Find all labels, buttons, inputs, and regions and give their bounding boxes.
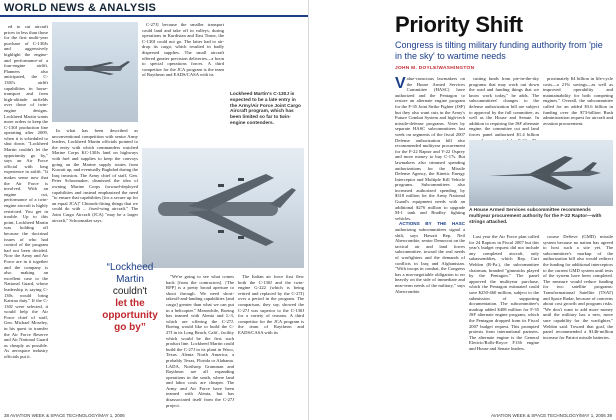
section-rule <box>0 15 308 17</box>
section-header <box>0 0 308 16</box>
aircraft-photo-large <box>142 148 304 268</box>
transport-plane-icon <box>58 60 132 76</box>
column-text: "We're going to see what comes back [from the contractors]. [The RFP] is a pretty broad aperture to shoot through. We need short-takeoff-and-landing capabilities [and cargo] greater than what we can put in a helicopter." Meanwhile, Boeing has teamed with Alenia and L-3, which are offering the C-27J. Boeing would like to build the C-27J in its Long Beach, Calif., facility which would be the first such product line. Lockheed Martin could build the C-27J in its plant in Waco, Texas. Alenia North America, a probably Texas, Florida or Alabama. LADA, Northrop Grumman and Raytheon are all expanding operations in the south, where land and labor costs are cheaper. The Army and Air Force have been teamed with Alenia, but has disassociated itself from the C-27J project. <box>166 274 235 408</box>
pull-quote-line: let the <box>115 298 145 309</box>
column-text: proximately $4 billion in life-cycle costs—a 21% savings—as well as improved operability and maintainability for both competing engines." Overall, the subcommittee called for an added $3.6 billion in funding over the $73-billion Bush administration request for aircraft and aviation procurement. <box>543 76 613 126</box>
column-text: Last year the Air Force plan called for 24 Raptors in Fiscal 2007 but this year's budget request did not include any completed aircraft, only subassemblies, which Rep. Curt Weldon (R-Pa.), the subcommittee chairman, branded "gimmicks played by the Pentagon." The panel approved the multiyear purchase, which the Pentagon estimated could save $250-460 million, subject to the submission of supporting documentation. The subcommittee's markup added $408 million for F-35 JSF alternate engine program, which the Pentagon dropped from its Fiscal 2007 budget request. This prompted protests from international partners. The alternate engine is the General Electric/Rolls-Royce F136 engine and House and Senate leaders. <box>469 234 539 351</box>
column-text: cutting funds from pie-in-the-sky programs that may work out down the road and funding things that we know work today," he adds. The subcommittees' changes to the defense authorization bill are subject to approval by the full committee, as well as the House and Senate. In addition to requiring the JSF alternate engine, the committee cut and land forces panel authorized $1.4 billion <box>469 76 539 137</box>
page-footer: AVIATION WEEK & SPACE TECHNOLOGY/MAY 1, 2006 39 <box>490 413 612 418</box>
article-column-1 <box>395 76 465 404</box>
column-text: authorizing subcommittees signal a shift, says Hawaii Rep. Neil Abercrombie, senior Democrat on the tactical air and land forces subcommittee, toward the real needs of warfighters and the demands of conflicts in Iraq and Afghanistan. "With troops in combat, the Congress has a non-negotiable obligation to err heavily on the side of immediate and near-term needs of the military," says Abercrombie. <box>395 227 465 294</box>
c130j-aircraft-icon <box>148 162 298 252</box>
article-column-1 <box>4 24 48 404</box>
article-column-2 <box>469 76 539 138</box>
byline: JOHN M. DOYLE/WASHINGTON <box>395 66 475 71</box>
section-label: WORLD NEWS & ANALYSIS <box>4 2 157 14</box>
article-column-5 <box>238 274 304 404</box>
article-column-3 <box>543 76 613 136</box>
article-column-3 <box>142 22 224 144</box>
right-page <box>308 0 616 420</box>
column-text: course DeSeve (GMD) missile system because no nation has agreed to host such a site yet. The subcommittee's markup of the authorization bill also would redirect the funding for additional interceptors to the current GMD system until tests of the system have been completed. The measure would reduce funding for two satellite programs: Transformational Satellite (TSAT) and Space Radar, because of concerns about cost growth and program risks. "We don't want to add more money until the military has a new, more sure capability for the warfighter," Weldon said. Toward that goal, the panel recommended a $146-million increase for Patriot missile batteries. <box>543 234 613 340</box>
subhead: ACTIONS BY THE HASC <box>399 221 465 227</box>
pull-quote-line: couldn't <box>112 286 148 297</box>
deck: Congress is tilting military funding authority from 'pie in the sky' to wartime needs <box>395 40 603 61</box>
lead-paragraph <box>395 76 465 221</box>
f22-photo <box>469 140 613 206</box>
drop-cap: V <box>395 75 406 92</box>
photo-caption: Lockheed Martin's C-130J is expected to be a late entry in the Army/Air Force Joint Cargo Aircraft program, which has been limited so far to twin-engine contenders. <box>230 92 301 126</box>
page-footer: 38 AVIATION WEEK & SPACE TECHNOLOGY/MAY 1, 2006 <box>4 413 125 418</box>
column-text: ed to cut aircraft prices in less than those for the first multi-year purchase of C-130Js and aggressively highlight the engine-and performance-of a four-engine airlift. Planners also anticipated, the C-130J's airlift capabilities in horse-transport and from high-altitude airfields over those of twin-engine designs. Lockheed Martin wants more orders to keep the C-130J production line operating after 2009, when it is scheduled to shut down. "Lockheed Martin couldn't let the opportunity go by," says an Air Force official with long experience in airlift. "It makes sense now that the Air Force is involved. With an engine cut, performance of a twin-engine aircraft is highly restricted. You get in trouble. Up to this point, Lockheed Martin was holding off because the doctrinal issues of who had control of the program had not been decided. Now the Army and Air Force are in it together and the company is also making an excellent case to the National Guard, whose leadership is saying C-130s would bring Katrina duty." If the C-130J were selected, it would help the Air Force chief of staff, Gen. Michael Moseley, in his quest to transfer the Air Force Reserve and Air National Guard as cheaply as possible. As aerospace industry officials put it. <box>4 24 48 360</box>
subhead-paragraph <box>395 221 465 294</box>
article-column-2-lower <box>469 234 539 404</box>
pull-quote <box>100 262 160 334</box>
article-column-3-lower <box>543 234 613 404</box>
photo-caption: A House Armed Services subcommittee recommends multiyear procurement authority for the F-22 Raptor—with strings attached. <box>469 208 602 225</box>
aircraft-photo-small <box>52 22 138 122</box>
column-text: The Italian air force first flew both the C-130J and the twin-engine G-222 (which is being retired and replaced by the C-27J) over a period in the program. The comparison, they say, showed the C-27J was superior to the C-130J for a variety of reasons. A third competitor for the JCA program is the team of Raytheon and EADS/CASA with its <box>238 274 304 335</box>
column-text: C-27J] because the smaller transport could land and take off in valleys, during operations in Kurdistan and East Timor, the C-130J could not go. The latter had to air-drop its cargo, which resulted in badly dispersed supplies. The small aircraft offered greater precision deliveries—a boon to special operations forces. A third competitor for the JCA program is the team of Raytheon and EADS/CASA with its <box>142 22 224 78</box>
headline: Priority Shift <box>395 12 523 37</box>
pull-quote-line: opportunity go by” <box>102 310 158 333</box>
pull-quote-line: “Lockheed Martin <box>106 262 154 285</box>
column-text: In what has been described as unconventional competition with senior Army leaders, Lockheed Martin officials pointed to the entry with which commanders watched Marine Corps KC-130Js land on highways with fuel and supplies to keep the convoys going on the Marine supply routes from Kuwait up, and eventually Baghdad during the Iraq invasion. The Army chief of staff, Gen. Peter Schoomaker, dismissed the idea of owning Marine Corps forward-deployed capabilities and instead emphasized the need "to ensure that capabilities [for a secure up for an equal JCA]" Chinook-fitting things that we could do with ... fixed-wing aircraft." The Joint Cargo Aircraft (JCA) "may be a larger aircraft," Schoomaker says. <box>52 128 138 223</box>
column-text: alue-conscious lawmakers on the House Armed Services Committee (HASC) have authorized and the Pentagon to restore an alternate engine program for the F-35 Joint Strike Fighter (JSF) but they also want cuts in the Army's Future Combat System and high-tech missile-defense programs. Votes by separate HASC subcommittees last week on segments of the fiscal 2007 Defense authorization bill also recommended multiyear procurement for the F-22 Raptor and V-22 Osprey and more money to buy C-17s. But lawmakers also trimmed spending authorizations for the Missile Defense Agency, the Kinetic Energy Interceptor and Multiple Kill Vehicle programs. Subcommittees also increased authorized spending by $318 million for the Army National Guard's equipment needs with an additional $276 million to upgrade M-1 tank and Bradley fighting vehicles. <box>395 76 465 221</box>
article-column-4 <box>166 274 235 408</box>
f22-raptor-icon <box>469 140 613 206</box>
